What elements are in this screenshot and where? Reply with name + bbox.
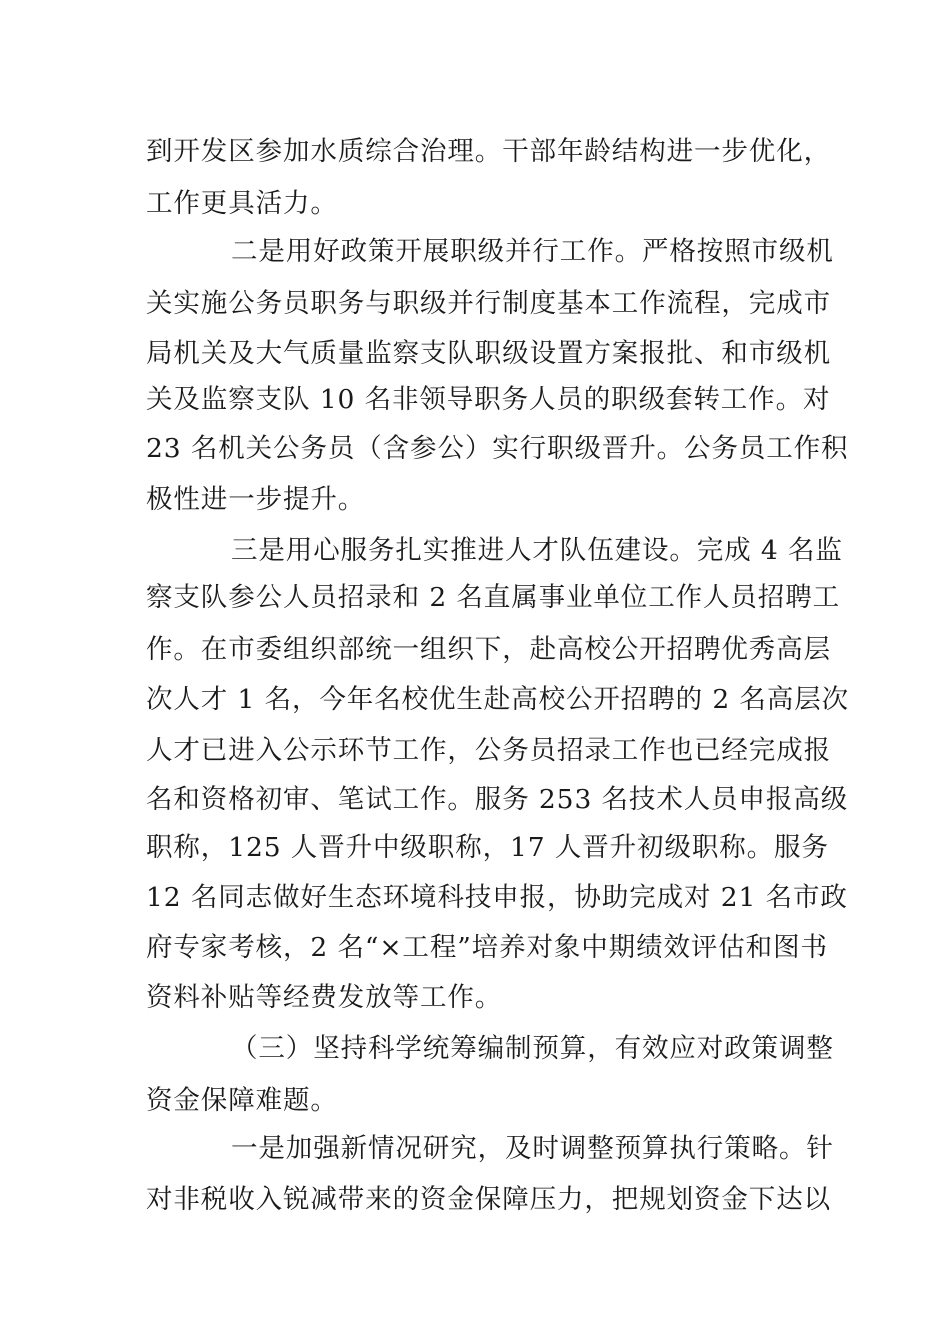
text-line: 关实施公务员职务与职级并行制度基本工作流程，完成市 <box>146 288 831 319</box>
section-heading-line: （三）坚持科学统筹编制预算，有效应对政策调整 <box>231 1033 834 1064</box>
text-line: 局机关及大气质量监察支队职级设置方案报批、和市级机 <box>146 338 831 369</box>
text-line: 23 名机关公务员（含参公）实行职级晋升。公务员工作积 <box>146 433 849 464</box>
paragraph-heading-line: 三是用心服务扎实推进人才队伍建设。完成 4 名监 <box>231 535 843 566</box>
text-line: 对非税收入锐减带来的资金保障压力，把规划资金下达以 <box>146 1184 831 1215</box>
text-line: 12 名同志做好生态环境科技申报，协助完成对 21 名市政 <box>146 882 848 913</box>
text-line: 名和资格初审、笔试工作。服务 253 名技术人员申报高级 <box>146 784 849 815</box>
text-line: 极性进一步提升。 <box>146 484 366 515</box>
section-heading-line: 资金保障难题。 <box>146 1085 338 1116</box>
paragraph-heading-line: 一是加强新情况研究，及时调整预算执行策略。针 <box>231 1133 834 1164</box>
text-line: 人才已进入公示环节工作，公务员招录工作也已经完成报 <box>146 735 831 766</box>
text-line: 资料补贴等经费发放等工作。 <box>146 982 503 1013</box>
text-line: 到开发区参加水质综合治理。干部年龄结构进一步优化， <box>146 136 831 167</box>
text-line: 次人才 1 名，今年名校优生赴高校公开招聘的 2 名高层次 <box>146 684 850 715</box>
text-line: 府专家考核，2 名“×工程”培养对象中期绩效评估和图书 <box>146 932 828 963</box>
text-line: 察支队参公人员招录和 2 名直属事业单位工作人员招聘工 <box>146 582 841 613</box>
text-line: 关及监察支队 10 名非领导职务人员的职级套转工作。对 <box>146 384 831 415</box>
text-line: 工作更具活力。 <box>146 188 338 219</box>
text-line: 作。在市委组织部统一组织下，赴高校公开招聘优秀高层 <box>146 634 831 665</box>
paragraph-heading-line: 二是用好政策开展职级并行工作。严格按照市级机 <box>231 236 834 267</box>
text-line: 职称，125 人晋升中级职称，17 人晋升初级职称。服务 <box>146 832 829 863</box>
